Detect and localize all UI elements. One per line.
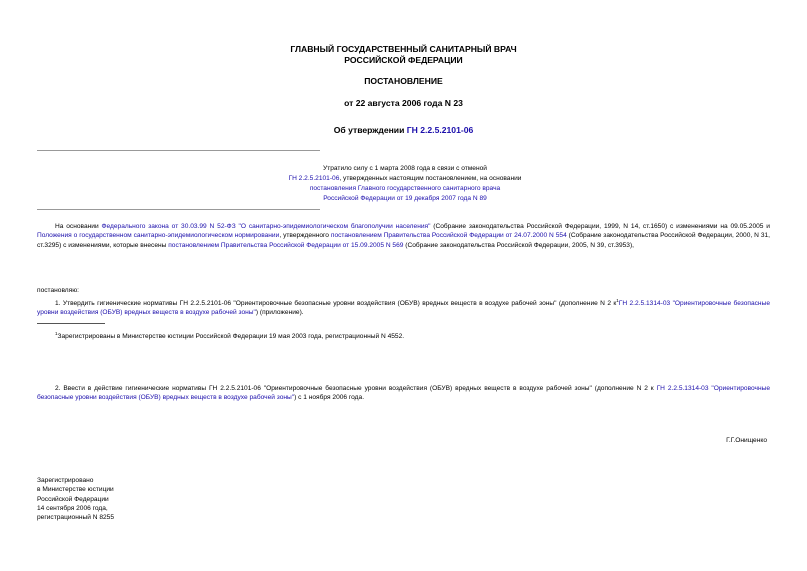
subject-prefix: Об утверждении bbox=[333, 125, 405, 135]
notice-line-2 bbox=[240, 174, 570, 184]
item-2-text: 2. Ввести в действие гигиенические нормативы ГН 2.2.5.2101-06 "Ориентировочные безопасные уровни воздействия (ОБУВ) вредных веществ в воздухе рабочей зоны" (дополнение N 2 к bbox=[55, 385, 657, 392]
header-line-1: ГЛАВНЫЙ ГОСУДАРСТВЕННЫЙ САНИТАРНЫЙ ВРАЧ bbox=[290, 44, 517, 54]
link-government-resolution-569[interactable]: постановлением Правительства Российской Федерации от 15.09.2005 N 569 bbox=[168, 241, 404, 249]
document-date-number: от 22 августа 2006 года N 23 bbox=[344, 98, 463, 108]
signature: Г.Г.Онищенко bbox=[726, 437, 767, 444]
document-type: ПОСТАНОВЛЕНИЕ bbox=[364, 76, 443, 86]
registration-line-3: Российской Федерации bbox=[37, 495, 109, 503]
item-2-link-gn[interactable]: ГН 2.2.5.1314-03 "Ориентировочные безопасные уровни воздействия (ОБУВ) вредных веществ в воздухе рабочей зоны" bbox=[37, 385, 770, 402]
basis-paragraph bbox=[37, 222, 770, 250]
item-1 bbox=[37, 296, 770, 318]
document-subject bbox=[0, 125, 807, 136]
notice-link-resolution-date[interactable]: Российской Федерации от 19 декабря 2007 года N 89 bbox=[323, 195, 487, 202]
basis-text-5: (Собрание законодательства Российской Федерации, 2005, N 39, ст.3953), bbox=[403, 241, 635, 249]
registration-line-5: регистрационный N 8255 bbox=[37, 514, 115, 522]
repeal-notice bbox=[240, 164, 570, 204]
item-1-footnote-mark: 1 bbox=[616, 298, 619, 303]
footnote-mark: 1 bbox=[55, 331, 58, 336]
footnote bbox=[55, 329, 404, 341]
registration-line-2: в Министерстве юстиции bbox=[37, 486, 114, 494]
subject-link[interactable]: ГН 2.2.5.2101-06 bbox=[406, 125, 474, 135]
registration-line-4: 14 сентября 2006 года, bbox=[37, 504, 108, 512]
footnote-divider bbox=[37, 323, 105, 324]
basis-text-1: На основании bbox=[55, 223, 102, 230]
item-2-text-end: ) с 1 ноября 2006 года. bbox=[294, 394, 365, 402]
item-1-text-end: ) (приложение). bbox=[255, 309, 304, 317]
item-1-text: 1. Утвердить гигиенические нормативы ГН 2.2.5.2101-06 "Ориентировочные безопасные уровни воздействия (ОБУВ) вредных веществ в воздухе рабочей зоны" (дополнение N 2 к bbox=[55, 300, 617, 308]
divider-top bbox=[37, 150, 320, 151]
item-2 bbox=[37, 384, 770, 403]
notice-line-1: Утратило силу с 1 марта 2008 года в связи с отменой bbox=[323, 165, 487, 172]
basis-text-4: (Собрание законодательства Российской Федерации, 2000, N 31, ст.3295) с изменениями, которые внесены bbox=[37, 232, 770, 249]
basis-text-3: , утвержденного bbox=[279, 232, 331, 240]
header-line-2: РОССИЙСКОЙ ФЕДЕРАЦИИ bbox=[344, 55, 463, 65]
footnote-text: Зарегистрированы в Министерстве юстиции Российской Федерации 19 мая 2003 года, регистрационный N 4552. bbox=[57, 333, 405, 341]
basis-text-2: (Собрание законодательства Российской Федерации, 1999, N 14, ст.1650) с изменениями на 09.05.2005 и bbox=[430, 223, 770, 230]
item-1-link-gn[interactable]: ГН 2.2.5.1314-03 "Ориентировочные безопасные уровни воздействия (ОБУВ) вредных веществ в воздухе рабочей зоны" bbox=[37, 300, 770, 317]
registration-line-1: Зарегистрировано bbox=[37, 477, 94, 484]
notice-line-2-text: , утвержденных настоящим постановлением, на основании bbox=[339, 175, 522, 182]
link-government-resolution-554[interactable]: постановлением Правительства Российской Федерации от 24.07.2000 N 554 bbox=[330, 232, 567, 240]
notice-link-gn[interactable]: ГН 2.2.5.2101-06 bbox=[288, 175, 340, 182]
link-federal-law[interactable]: Федерального закона от 30.03.99 N 52-ФЗ "О санитарно-эпидемиологическом благополучии населения" bbox=[101, 223, 431, 230]
notice-link-resolution[interactable]: постановления Главного государственного санитарного врача bbox=[309, 185, 501, 192]
link-regulation[interactable]: Положения о государственном санитарно-эпидемиологическом нормировании bbox=[37, 232, 280, 240]
resolves-label: постановляю: bbox=[37, 287, 80, 294]
divider-bottom bbox=[37, 209, 320, 210]
registration-block bbox=[37, 476, 114, 522]
